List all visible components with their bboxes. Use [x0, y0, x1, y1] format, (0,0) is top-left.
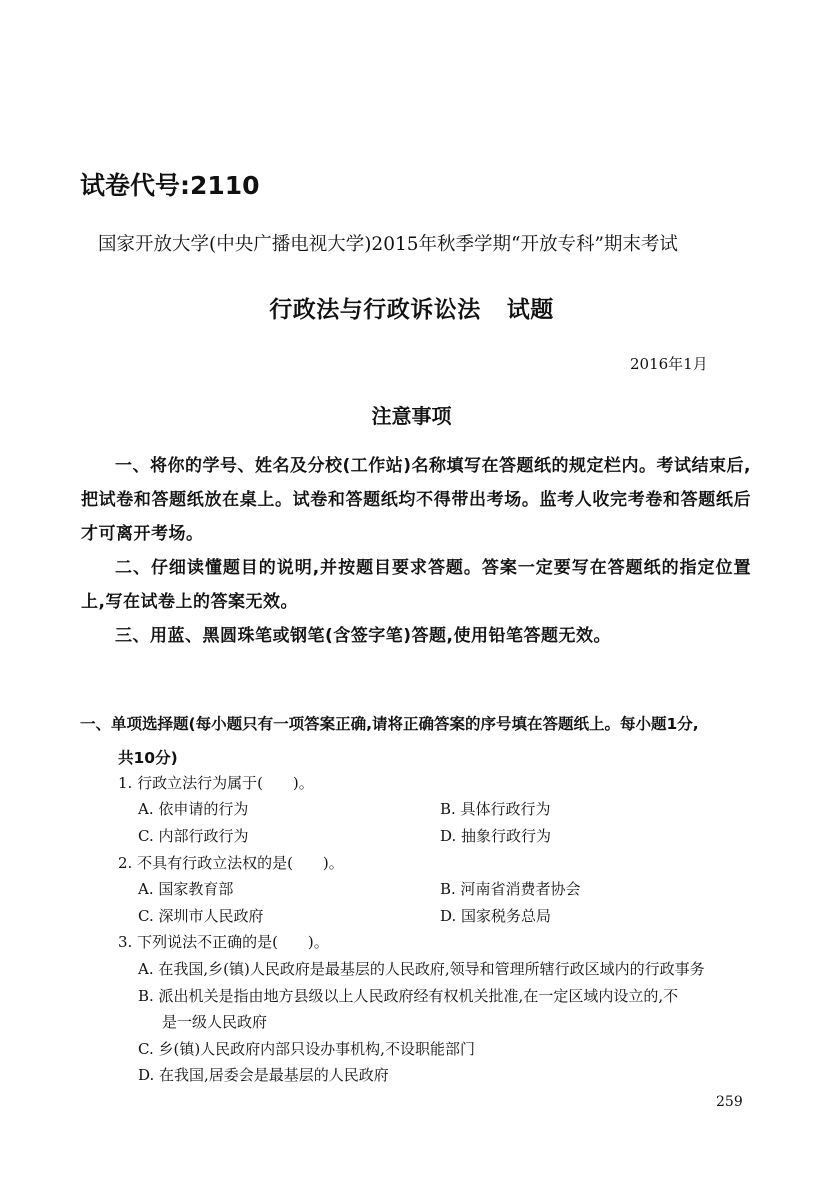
question-2-option-b: B. 河南省消费者协会: [440, 880, 581, 898]
question-3-option-b: B. 派出机关是指由地方县级以上人民政府经有权机关批准,在一定区域内设立的,不: [138, 987, 679, 1005]
question-1-option-a: A. 依申请的行为: [138, 800, 249, 818]
question-3-option-b-cont: 是一级人民政府: [162, 1013, 268, 1031]
section-heading: [80, 707, 760, 775]
notes-block: [81, 449, 751, 653]
question-2-option-c: C. 深圳市人民政府: [138, 907, 264, 925]
course-title: [0, 291, 823, 324]
note-item-3: 三、用蓝、黑圆珠笔或钢笔(含签字笔)答题,使用铅笔答题无效。: [115, 626, 611, 646]
paper-code: 试卷代号:2110: [80, 171, 260, 200]
section-heading-line1: 一、单项选择题(每小题只有一项答案正确,请将正确答案的序号填在答题纸上。每小题1分,: [80, 715, 699, 733]
question-3-option-d: D. 在我国,居委会是最基层的人民政府: [138, 1066, 389, 1084]
exam-header: 国家开放大学(中央广播电视大学)2015年秋季学期“开放专科”期末考试: [98, 234, 678, 255]
question-2-stem: 2. 不具有行政立法权的是( )。: [118, 854, 344, 872]
question-2-option-a: A. 国家教育部: [138, 880, 234, 898]
question-1-stem: 1. 行政立法行为属于( )。: [118, 774, 314, 792]
course-title-main: 行政法与行政诉讼法: [269, 297, 481, 323]
question-1-option-c: C. 内部行政行为: [138, 827, 249, 845]
question-3-stem: 3. 下列说法不正确的是( )。: [118, 933, 329, 951]
course-title-suffix: 试题: [506, 297, 554, 323]
question-3-option-c: C. 乡(镇)人民政府内部只设办事机构,不设职能部门: [138, 1040, 475, 1058]
exam-date: 2016年1月: [630, 355, 708, 373]
note-item-2: 二、仔细读懂题目的说明,并按题目要求答题。答案一定要写在答题纸的指定位置上,写在试卷上的答案无效。: [81, 558, 751, 612]
note-item-1: 一、将你的学号、姓名及分校(工作站)名称填写在答题纸的规定栏内。考试结束后,把试卷和答题纸放在桌上。试卷和答题纸均不得带出考场。监考人收完考卷和答题纸后才可离开考场。: [81, 456, 751, 544]
question-1-option-b: B. 具体行政行为: [440, 800, 551, 818]
section-heading-line2: 共10分): [118, 749, 178, 767]
question-2-option-d: D. 国家税务总局: [440, 907, 552, 925]
question-3-option-a: A. 在我国,乡(镇)人民政府是最基层的人民政府,领导和管理所辖行政区域内的行政事务: [138, 960, 705, 978]
question-1-option-d: D. 抽象行政行为: [440, 827, 552, 845]
page-number: 259: [716, 1094, 743, 1110]
notes-title: 注意事项: [371, 404, 452, 428]
